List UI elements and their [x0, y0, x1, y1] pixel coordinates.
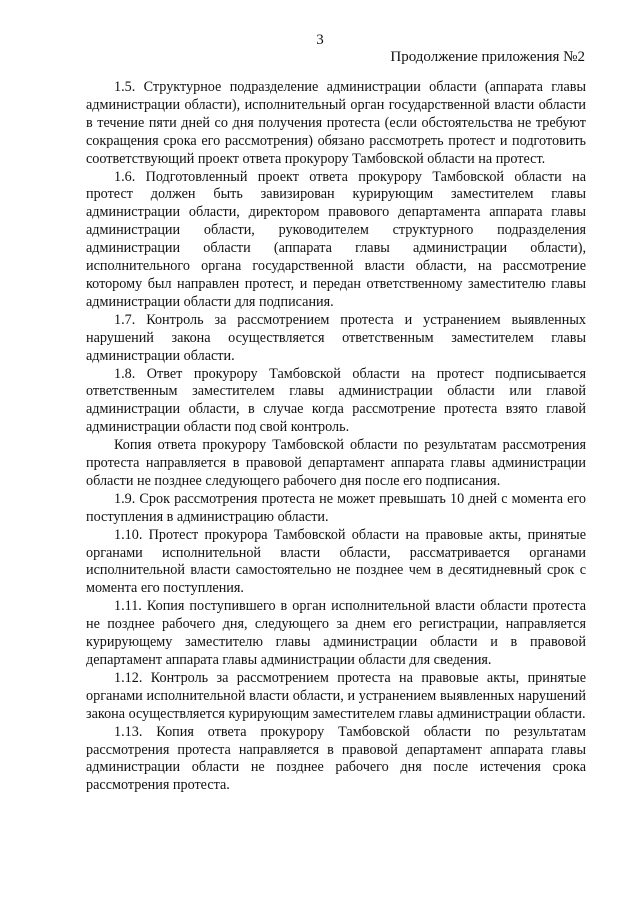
paragraph-1-10: 1.10. Протест прокурора Тамбовской области на правовые акты, принятые органами исполнительной власти области, рассматривается органами исполнительной власти самостоятельно не позднее чем в десятидневный срок с момента его поступления. — [86, 526, 586, 597]
paragraph-1-13: 1.13. Копия ответа прокурору Тамбовской области по результатам рассмотрения протеста направляется в правовой департамент аппарата главы администрации области не позднее рабочего дня после истечения срока рассмотрения протеста. — [86, 723, 586, 794]
paragraph-1-11: 1.11. Копия поступившего в орган исполнительной власти области протеста не позднее рабочего дня, следующего за днем его регистрации, направляется курирующему заместителю главы администрации области и в правовой департамент аппарата главы администрации области для сведения. — [86, 598, 586, 668]
appendix-continuation-note: Продолжение приложения №2 — [390, 49, 585, 65]
paragraph-1-8: 1.8. Ответ прокурору Тамбовской области на протест подписывается ответственным заместителем главы администрации области или главой администрации области, в случае когда рассмотрение протеста взято главой администрации области под свой контроль. — [86, 365, 586, 436]
page-number: 3 — [316, 32, 324, 48]
paragraph-1-8-copy: Копия ответа прокурору Тамбовской области по результатам рассмотрения протеста направляется в правовой департамент аппарата главы администрации области не позднее следующего рабочего дня после его подписания. — [86, 437, 586, 489]
paragraph-1-6: 1.6. Подготовленный проект ответа прокурору Тамбовской области на протест должен быть завизирован курирующим заместителем главы администрации области, директором правового департамента аппарата главы администрации области, руководителем структурного подразделения администрации области (аппарата главы администрации области), исполнительного органа государственной власти области, на рассмотрение которому был направлен протест, и передан ответственному заместителю главы администрации области для подписания. — [86, 168, 586, 310]
paragraph-1-9: 1.9. Срок рассмотрения протеста не может превышать 10 дней с момента его поступления в администрацию области. — [86, 490, 586, 525]
document-body — [86, 79, 586, 795]
paragraph-1-5: 1.5. Структурное подразделение администрации области (аппарата главы администрации области), исполнительный орган государственной власти области в течение пяти дней со дня получения протеста (если обстоятельства не требуют сокращения срока его рассмотрения) обязано рассмотреть протест и подготовить соответствующий проект ответа прокурору Тамбовской области на протест. — [86, 79, 586, 167]
paragraph-1-12: 1.12. Контроль за рассмотрением протеста на правовые акты, принятые органами исполнительной власти области, и устранением выявленных нарушений закона осуществляется курирующим заместителем главы администрации области. — [86, 669, 586, 722]
paragraph-1-7: 1.7. Контроль за рассмотрением протеста и устранением выявленных нарушений закона осуществляется ответственным заместителем главы администрации области. — [86, 311, 586, 364]
